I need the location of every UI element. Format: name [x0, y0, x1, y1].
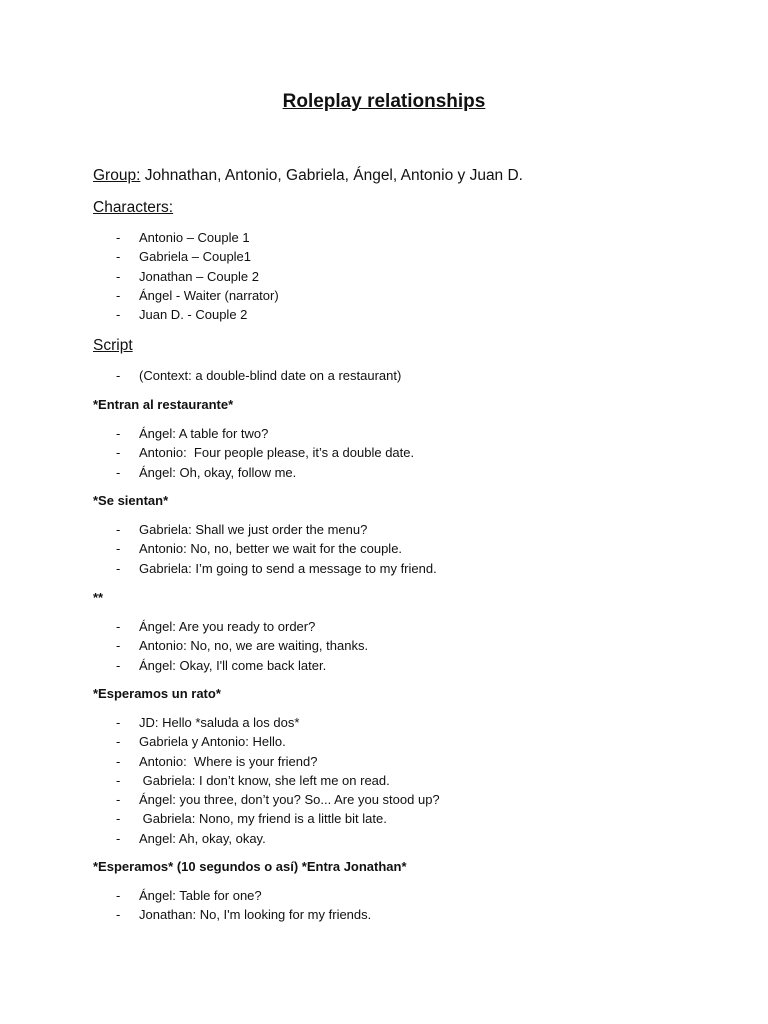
stage-direction: **	[93, 590, 104, 605]
group-members: Johnathan, Antonio, Gabriela, Ángel, Antonio y Juan D.	[140, 167, 523, 184]
stage-direction: *Se sientan*	[93, 493, 169, 508]
stage-direction: *Esperamos* (10 segundos o así) *Entra Jonathan*	[93, 859, 407, 874]
document-title: Roleplay relationships	[282, 91, 486, 112]
stage-direction: *Esperamos un rato*	[93, 686, 221, 701]
group-label: Group:	[93, 167, 141, 184]
script-heading: Script	[93, 337, 133, 354]
document-page: Roleplay relationships Group: Johnathan, Antonio, Gabriela, Ángel, Antonio y Juan D. Characters: - Antonio – Couple 1 - Gabriela – Couple1 - Jonathan – Couple 2 - Ángel - Waiter (narrator) - Juan D. - Couple 2 Script - (Context: a double-blind date on a restaurant) *Entran al restaurante* - Ángel: A table for two? - Antonio: Four people please, it’s a double date. - Ángel: Oh, okay, follow me. *Se sientan* - Gabriela: Shall we just order the menu? - Antonio: No, no, better we wait for the couple. - Gabriela: I’m going to send a message to my friend. ** - Ángel: Are you ready to order? - Antonio: No, no, we are waiting, thanks. - Ángel: Okay, I'll come back later. *Esperamos un rato* - JD: Hello *saluda a los dos* - Gabriela y Antonio: Hello. - Antonio: Where is your friend? - Gabriela: I don’t know, she left me on read. - Ángel: you three, don’t you? So... Are you stood up? - Gabriela: Nono, my friend is a little bit late. - Angel: Ah, okay, okay. *Esperamos* (10 segundos o así) *Entra Jonathan* - Ángel: Table for one? - Jonathan: No, I'm looking for my friends.	[0, 0, 768, 1024]
stage-direction: *Entran al restaurante*	[93, 397, 234, 412]
characters-heading: Characters:	[93, 199, 174, 216]
group-line	[93, 165, 523, 187]
